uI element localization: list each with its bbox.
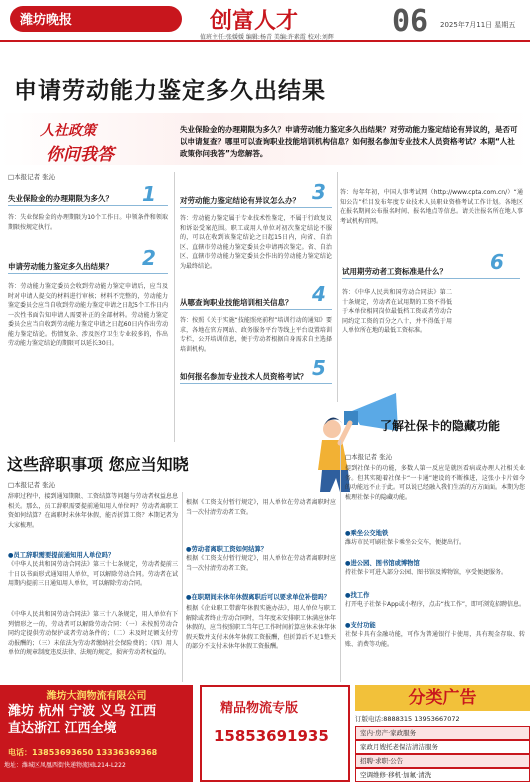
ad-phone: 电话：13853693650 13336369368 [8,748,158,757]
article-title: 了解社保卡的隐藏功能 [380,419,501,433]
ad-company-name: 潍坊大润物流有限公司 [46,691,147,702]
article-text: 社保卡具有金融功能，可作为普通银行卡使用，具有现金存取、转账、消费等功能。 [345,631,525,648]
classified-row: 家政月嫂托老保洁清洁服务 [355,740,530,754]
article-text: 《中华人民共和国劳动合同法》第三十七条规定，劳动者提前三十日以书面形式通知用人单位，可以解除劳动合同。劳动者在试用期内提前三日通知用人单位，可以解除劳动合同。 [8,561,178,587]
question-heading: 试用期劳动者工资标准是什么？ [342,265,520,279]
question-heading: 从哪查询职业技能培训相关信息？ [180,296,332,310]
ad-title: 精品物流专版 [220,701,299,716]
ad-address: 地址：潍城区凤凰西街快递物流园L214-L222 [4,762,126,769]
logistics-special-ad [200,685,350,782]
page-title: 申请劳动能力鉴定多久出结果 [14,78,326,104]
article-text: 潍坊市民可刷社保卡乘坐公交车，便捷出行。 [345,539,466,546]
question-number: 4 [312,282,326,306]
question-number: 5 [312,356,326,380]
ad-routes: 潍坊 杭州 宁波 义乌 江西 [8,704,157,719]
ad-routes-2: 直达浙江 江西全境 [8,721,117,736]
question-heading: 失业保险金的办理期限为多久？ [8,192,168,206]
lead-paragraph: 失业保险金的办理期限为多久？申请劳动能力鉴定多久出结果？对劳动能力鉴定结论有异议的，是否可以申请复查？哪里可以查询职业技能培训机构信息？如何报名参加专业技术人员资格考试？本期“人社政策你问我答”为您解答。 [180,125,518,158]
byline: □本报记者 张沁 [8,173,56,181]
article-text: 根据《工资支付暂行规定》，用人单位在劳动者离职时应当一次付清劳动者工资。 [186,499,336,516]
classified-row: 室内·房产·家政服务 [355,726,530,740]
classified-row: 空调维修·移机·加氟·清洗 [355,768,530,782]
question-number: 6 [490,250,504,274]
column-divider [337,172,338,402]
logistics-ad [0,685,193,782]
classified-row: 招聘·求职·公告 [355,754,530,768]
answer-text: 答：按照《关于实施“技能照亮前程”培训行动的通知》要求，各地在官方网站、政务服务平台等线上平台设置培训专栏，公开培训信息，便于劳动者根据自身需求自主选择培训机构。 [180,317,332,353]
answer-text: 答：失业保险金的办理期限为10个工作日。申领条件和领取期限按规定执行。 [8,214,168,231]
question-heading: 如何报名参加专业技术人员资格考试？ [180,370,332,384]
subheading: ●劳动者离职工资如何结算？ [186,546,268,553]
section-title: 创富人才 [210,8,299,34]
answer-text: 答：《中华人民共和国劳动合同法》第二十条规定，劳动者在试用期的工资不得低于本单位相同岗位最低档工资或者劳动合同约定工资的百分之八十，并不得低于用人单位所在地的最低工资标准。 [342,289,452,334]
article-title: 这些辞职事项 您应当知晓 [7,455,189,474]
question-number: 3 [312,180,326,204]
answer-text: 答：劳动能力鉴定委员会收到劳动能力鉴定申请后，应当及时对申请人提交的材料进行审核；材料不完整的，劳动能力鉴定委员会应当自收到劳动能力鉴定申请之日起5个工作日内一次性书面告知申请人需要补正的全部材料。劳动能力鉴定委员会应当自收到劳动能力鉴定申请之日起60日内作出劳动能力鉴定结论。伤情复杂、涉及医疗卫生专业较多的，作出劳动能力鉴定结论的期限可以延长30日。 [8,283,168,347]
article-intro: 提到社保卡的功能，多数人第一反应是就医看病或办理人社相关业务。但其实随着社保卡“一卡通”建设的不断推进，这张小卡片如今的功能远不止于此。可以说已经融入我们生活的方方面面。本期为您梳理社保卡的隐藏功能。 [345,465,525,501]
byline: □本报记者 张沁 [345,453,393,461]
classified-header: 分类广告 [355,685,530,711]
ad-phone: 15853691935 [214,727,329,745]
question-number: 2 [142,246,156,270]
article-text: 《中华人民共和国劳动合同法》第三十八条规定，用人单位有下列情形之一的，劳动者可以解除劳动合同：（一）未按照劳动合同约定提供劳动保护或者劳动条件的；（二）未及时足额支付劳动报酬的；（三）未依法为劳动者缴纳社会保险费的；（四）用人单位的规章制度违反法律、法规的规定，损害劳动者权益的。 [8,611,178,656]
article-text: 根据《企业职工带薪年休假实施办法》，用人单位与职工解除或者终止劳动合同时，当年度未安排职工休满应休年休假的，应当按照职工当年已工作时间折算应休未休年休假天数并支付未休年休假工资报酬，但折算后不足1整天的部分不支付未休年休假工资报酬。 [186,605,336,650]
question-number: 1 [142,182,156,206]
subheading: ●进公园、图书馆或博物馆 [345,560,420,567]
issue-date: 2025年7月11日 星期五 [440,21,516,29]
newspaper-logo: 潍坊晚报 [10,6,182,32]
subheading: ●乘坐公交地铁 [345,530,389,537]
page-number: 06 [392,4,429,39]
subheading: ●找工作 [345,592,370,599]
subheading: ●员工辞职需要提前通知用人单位吗？ [8,552,115,559]
column-divider [182,492,183,682]
subheading: ●支付功能 [345,622,376,629]
article-text: 持社保卡可进入部分公园、图书馆及博物馆，享受便捷服务。 [345,569,508,576]
answer-text: 答：每年年初，中国人事考试网（http://www.cpta.com.cn/）“通知公告”栏目发布年度专业技术人员职业资格考试工作计划。各地区在报名期间公布报名时间、报名地点等信息。请关注报名所在地人事考试机构官网。 [340,189,523,225]
question-heading: 对劳动能力鉴定结论有异议怎么办？ [180,194,332,208]
column-divider [174,172,175,442]
subheading: ●在职期间未休年休假离职后可以要求单位补偿吗？ [186,594,331,601]
classified-hotline: 订版电话:8888315 13953667072 [355,715,460,723]
masthead [0,0,530,42]
question-heading: 申请劳动能力鉴定多久出结果？ [8,260,168,274]
article-intro: 辞职过程中，接到通知期限、工资结算等问题与劳动者权益息息相关。那么，员工辞职需要提前通知用人单位吗？劳动者离职工资如何结算？在离职时未休年休假，能否折算工资？本期记者为大家梳理。 [8,493,178,529]
column-brand: 人社政策 你问我答 [40,123,114,165]
illustration-caption [276,418,336,438]
answer-text: 答：劳动能力鉴定属于专业技术性鉴定，不属于行政复议和诉讼受案范围。职工或用人单位对初次鉴定结论不服的，可以在收到该鉴定结论之日起15日内，向省、自治区、直辖市劳动能力鉴定委员会申请再次鉴定。省、自治区、直辖市劳动能力鉴定委员会作出的劳动能力鉴定结论为最终结论。 [180,215,332,270]
byline: □本报记者 张沁 [8,481,56,489]
article-text: 根据《工资支付暂行规定》，用人单位在劳动者离职时应当一次付清劳动者工资。 [186,555,336,572]
editor-credits: 值班主任:张媛媛 编辑:杨青 美编:许素霞 校对:刘辉 [200,34,334,41]
column-divider [340,440,341,682]
article-text: 打开电子社保卡App或小程序，点击“找工作”，即可浏览招聘信息。 [345,601,525,608]
